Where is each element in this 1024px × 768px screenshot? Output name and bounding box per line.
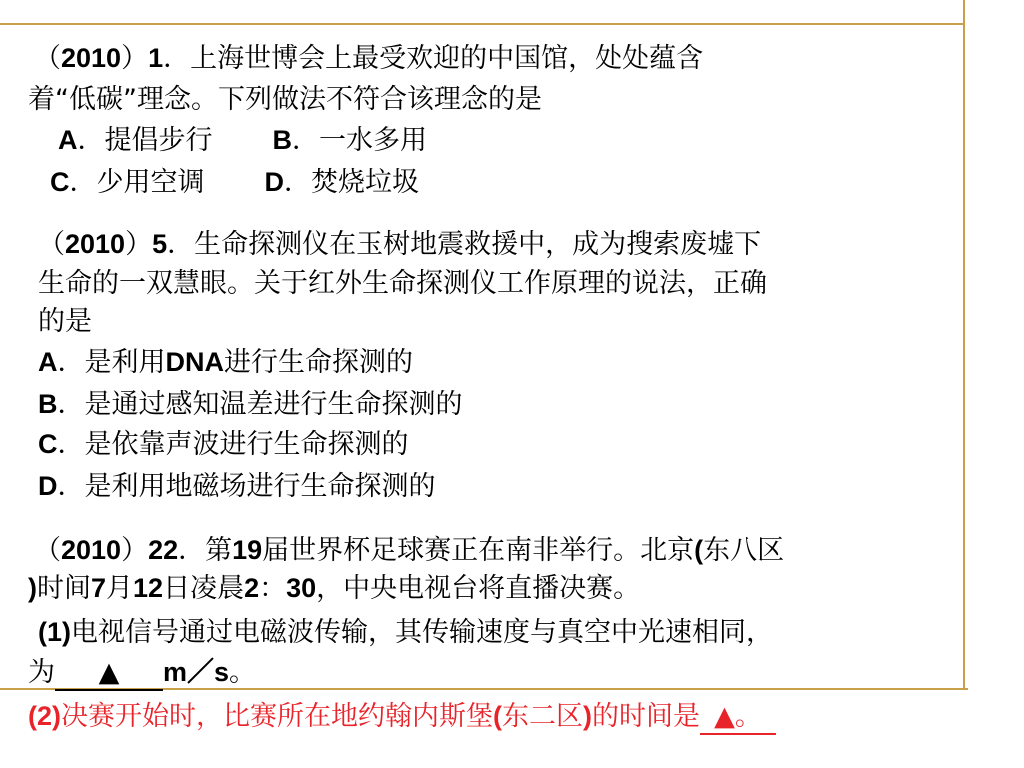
q1-line1 — [34, 42, 703, 74]
q1-number: 1 — [148, 43, 164, 73]
q22-paren-open: （ — [34, 535, 61, 566]
q22-sub2-answer-blank — [700, 701, 776, 735]
q1-options-ab — [58, 124, 427, 156]
q22-sub2-end: 。 — [734, 701, 762, 732]
q5-stem-1: ．生命探测仪在玉树地震救援中，成为搜索废墟下 — [167, 229, 762, 260]
q22-sub1-label: (1) — [38, 617, 71, 647]
q1-line2: 着“低碳”理念。下列做法不符合该理念的是 — [28, 84, 542, 115]
q22-sub1-unit: m／s — [163, 657, 230, 687]
q1-option-b-letter: B — [272, 125, 292, 155]
q22-paren-beijing-close: ) — [28, 573, 37, 603]
q1-option-a-letter: A — [58, 125, 78, 155]
q22-sub2-paren-open: ( — [493, 701, 502, 731]
q1-year: 2010 — [61, 43, 122, 73]
q22-number: 22 — [148, 535, 179, 565]
q5-option-d — [38, 470, 436, 502]
q22-edition: 19 — [232, 535, 263, 565]
q22-colon: ： — [259, 573, 287, 604]
q22-text-j: ，中央电视台将直播决赛。 — [316, 573, 641, 604]
q5-option-c-letter: C — [38, 429, 58, 459]
q5-option-a — [38, 346, 413, 378]
q22-sub1 — [38, 616, 773, 648]
q5-option-c — [38, 428, 409, 460]
q22-sub2-text-c: 的时间是 — [592, 701, 700, 732]
q22-sub2-paren-close: ) — [583, 701, 592, 731]
q5-line2: 生命的一双慧眼。关于红外生命探测仪工作原理的说法，正确 — [38, 268, 767, 299]
q1-option-d-text: ．焚烧垃圾 — [284, 167, 419, 198]
q5-option-a-dna: DNA — [165, 347, 224, 377]
q22-sub1-text: 电视信号通过电磁波传输，其传输速度与真空中光速相同， — [71, 617, 773, 648]
q22-minute: 30 — [286, 573, 317, 603]
q22-text-c: 届世界杯足球赛正在南非举行。北京 — [262, 535, 695, 566]
q22-paren-beijing-open: ( — [694, 535, 704, 565]
q22-sub2-blank-mark: ▲ — [714, 701, 735, 732]
q5-option-b — [38, 388, 463, 420]
q22-month-label: 月 — [106, 573, 134, 604]
q22-hour: 2 — [244, 573, 260, 603]
q22-line1 — [34, 534, 784, 566]
q5-line3: 的是 — [38, 306, 92, 337]
vertical-rule — [963, 0, 965, 688]
top-rule — [0, 23, 964, 25]
q1-paren-open: （ — [34, 43, 61, 74]
q5-paren-close: ） — [125, 229, 153, 260]
q22-year: 2010 — [61, 535, 122, 565]
q22-day: 12 — [133, 573, 164, 603]
q5-option-d-letter: D — [38, 471, 58, 501]
q22-month: 7 — [91, 573, 107, 603]
q22-timezone-beijing: 东八区 — [703, 535, 785, 566]
q5-option-a-letter: A — [38, 347, 58, 377]
q5-option-a-post: 进行生命探测的 — [224, 347, 413, 378]
q1-option-b-text: ．一水多用 — [292, 125, 427, 156]
q22-day-label: 日凌晨 — [163, 573, 245, 604]
q22-sub2-text-a: 决赛开始时，比赛所在地约翰内斯堡 — [61, 701, 493, 732]
q22-sub1-prefix: 为 — [28, 657, 55, 688]
q22-sub2 — [28, 700, 776, 732]
q5-year: 2010 — [65, 229, 126, 259]
q22-sub2-label: (2) — [28, 701, 61, 731]
q5-number: 5 — [152, 229, 168, 259]
q1-option-c-letter: C — [50, 167, 70, 197]
q22-sub1-line2 — [28, 656, 256, 688]
q22-line2 — [28, 572, 640, 604]
q1-stem-1: ．上海世博会上最受欢迎的中国馆，处处蕴含 — [163, 43, 704, 74]
q22-time-label: 时间 — [37, 573, 91, 604]
q22-sub2-timezone: 东二区 — [502, 701, 583, 732]
q5-option-d-text: ．是利用地磁场进行生命探测的 — [57, 471, 436, 502]
q5-option-b-text: ．是通过感知温差进行生命探测的 — [57, 389, 463, 420]
q1-option-a-text: ．提倡步行 — [77, 125, 213, 156]
q5-option-c-text: ．是依靠声波进行生命探测的 — [57, 429, 409, 460]
q22-sub1-end: 。 — [229, 657, 257, 688]
q1-option-c-text: ．少用空调 — [69, 167, 205, 198]
q22-sub1-answer-blank: ▲ — [55, 657, 163, 691]
q22-text-a: ．第 — [178, 535, 233, 566]
q5-paren-open: （ — [38, 229, 65, 260]
q5-option-b-letter: B — [38, 389, 58, 419]
q1-option-d-letter: D — [264, 167, 284, 197]
q22-paren-close: ） — [121, 535, 149, 566]
q5-line1 — [38, 228, 761, 260]
q1-paren-close: ） — [121, 43, 149, 74]
q1-options-cd — [50, 166, 419, 198]
q5-option-a-pre: ．是利用 — [57, 347, 166, 378]
